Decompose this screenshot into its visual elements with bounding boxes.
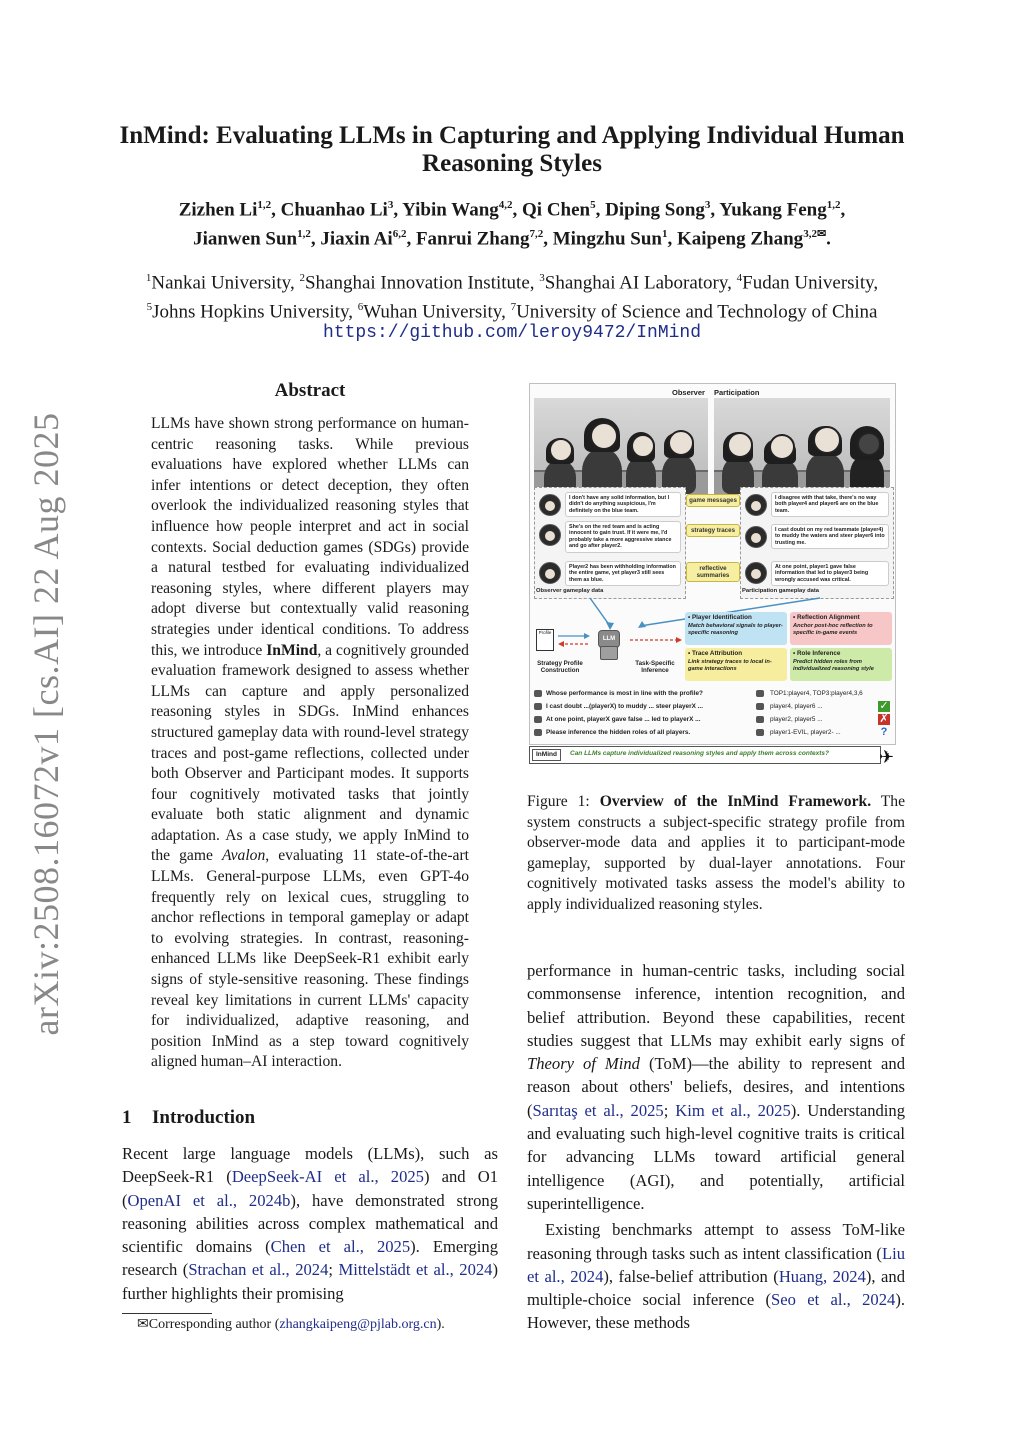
arrows-profile-llm — [556, 630, 592, 650]
author-name: Zizhen Li — [178, 199, 258, 221]
observer-label: Observer — [672, 388, 705, 397]
strategy-profile-label: Strategy Profile Construction — [537, 660, 583, 674]
chat-icon — [534, 690, 542, 697]
player-avatar — [539, 494, 561, 516]
affiliations: $^1$Nankai University, $^2$Shanghai Innovation Institute, $^3$Shanghai AI Laboratory, $^4$Fudan University, $^5$Johns Hopkins University, $^6$Wuhan University, $^7$University of Science and Technology of China — [145, 272, 879, 323]
author-name: Jianwen Sun — [193, 228, 298, 250]
figure-bottom-bar — [529, 746, 881, 764]
participation-scene-illustration — [714, 398, 890, 494]
citation-link[interactable]: Chen et al., 2025 — [270, 1237, 411, 1257]
player-avatar — [745, 494, 767, 516]
affil-sup: 4 — [736, 272, 743, 284]
affiliation-name: Shanghai Innovation Institute — [304, 272, 530, 294]
author-name: Mingzhu Sun — [552, 228, 662, 250]
task-reflection-alignment: • Reflection Alignment Anchor post-hoc reflection to specific in-game events — [790, 612, 892, 645]
question-row: At one point, playerX gave false ... led to playerX ... player2, player5 ... ✗ — [532, 714, 893, 725]
robot-icon — [756, 703, 764, 710]
task-trace-attribution: • Trace Attribution Link strategy traces to local in-game interactions — [685, 648, 787, 681]
author-affil-sup: 1,2 — [297, 228, 311, 241]
paragraph: Existing benchmarks attempt to assess ToM-like reasoning through tasks such as intent classification (Liu et al., 2024), false-belief attribution (Huang, 2024), and multiple-choice social inference (Seo et al., 2024). However, these methods — [527, 1220, 905, 1333]
figure-question: Can LLMs capture individualized reasoning styles and apply them across contexts? — [570, 750, 829, 757]
check-icon: ✓ — [879, 700, 889, 712]
participation-label: Participation — [714, 388, 760, 397]
message-bubble: I don't have any solid information, but I didn't do anything suspicious, I'm definitely on the blue team. — [565, 492, 681, 517]
message-bubble: Player2 has been withholding information the entire game, yet player3 still sees them as blue. — [565, 561, 681, 586]
affil-sup: 2 — [299, 272, 305, 284]
affiliation-name: Fudan University — [742, 272, 874, 294]
email-link[interactable]: zhangkaipeng@pjlab.org.cn — [279, 1317, 437, 1332]
citation-link[interactable]: Liu et al., 2024 — [527, 1243, 905, 1286]
section-number: 1 — [122, 1107, 132, 1128]
participation-messages-panel — [740, 487, 894, 599]
question-row: I cast doubt ...(playerX) to muddy ... steer playerX ... player4, player6 ... ✓ — [532, 701, 893, 712]
task-player-identification: • Player Identification Match behavioral signals to player-specific reasoning — [685, 612, 787, 645]
citation-link[interactable]: Mittelstädt et al., 2024 — [338, 1260, 493, 1280]
chat-icon — [534, 729, 542, 736]
author-name: Jiaxin Ai — [320, 228, 393, 250]
author-affil-sup: 6,2 — [392, 228, 407, 241]
author-affil-sup: 3,2✉ — [803, 228, 827, 241]
footnote-rule — [122, 1313, 212, 1314]
footnote: ✉Corresponding author (zhangkaipeng@pjlab.org.cn). — [137, 1317, 445, 1332]
task-role-inference: • Role Inference Predict hidden roles from individualized reasoning style — [790, 648, 892, 681]
robot-icon — [756, 690, 764, 697]
message-bubble: I cast doubt on my red teammate (player4) to muddy the waters and steer player6 into trusting me. — [771, 524, 889, 549]
chat-icon — [534, 703, 542, 710]
affil-sup: 6 — [357, 301, 364, 314]
arrow-llm-tasks — [628, 630, 684, 650]
robot-icon — [756, 729, 764, 736]
player-avatar — [745, 526, 767, 548]
section-heading-introduction — [122, 1107, 502, 1129]
affil-sup: 3 — [539, 272, 545, 284]
affiliation-name: Shanghai AI Laboratory — [544, 272, 728, 294]
tag-reflective-summaries: reflective summaries — [686, 562, 740, 582]
affil-sup: 7 — [510, 301, 517, 314]
author-affil-sup: 4,2 — [498, 199, 513, 211]
question-row: Please inference the hidden roles of all players. player1-EVIL, player2- ... ? — [532, 727, 893, 738]
author-list: Zizhen Li$^{1,2}$, Chuanhao Li$^3$, Yibin Wang$^{4,2}$, Qi Chen$^5$, Diping Song$^3$, Yukang Feng$^{1,2}$, Jianwen Sun$^{1,2}$, Jiaxin Ai$^{6,2}$, Fanrui Zhang$^{7,2}$, Mingzhu Sun$^1$, Kaipeng Zhang$^{3,2✉}$. — [178, 199, 846, 250]
right-column-body: performance in human-centric tasks, including social commonsense inference, intention recognition, and belief attribution. Beyond these capabilities, recent studies suggest that LLMs may exhibit early signs of Theory of Mind (ToM)—the ability to represent and reason about others' beliefs, desires, and intentions (Sarıtaş et al., 2025; Kim et al., 2025). Understanding and evaluating such high-level cognitive traits is critical for advancing LLMs toward artificial general intelligence (AGI), and potentially, artificial superintelligence. Existing benchmarks attempt to assess ToM-like reasoning through tasks such as intent classification (Liu et al., 2024), false-belief attribution (Huang, 2024), and multiple-choice social inference (Seo et al., 2024). However, these methods — [527, 959, 905, 1335]
affil-sup: 1 — [145, 272, 152, 284]
citation-link[interactable]: Kim et al., 2025 — [675, 1100, 791, 1120]
intro-paragraph: Recent large language models (LLMs), such as DeepSeek-R1 (DeepSeek-AI et al., 2025) and O1 (OpenAI et al., 2024b), have demonstrated strong reasoning abilities across complex mathematical and scientific domains (Chen et al., 2025). Emerging research (Strachan et al., 2024; Mittelstädt et al., 2024) further highlights their promising — [122, 1144, 498, 1303]
citation-link[interactable]: Strachan et al., 2024 — [188, 1260, 329, 1280]
author-affil-sup: 3 — [704, 199, 711, 211]
cross-icon: ✗ — [879, 713, 889, 725]
citation-link[interactable]: Sarıtaş et al., 2025 — [532, 1100, 664, 1120]
author-affil-sup: 1 — [662, 228, 668, 241]
author-name: Chuanhao Li — [280, 199, 388, 221]
citation-link[interactable]: DeepSeek-AI et al., 2025 — [231, 1167, 424, 1187]
author-affil-sup: 5 — [590, 199, 596, 211]
section-title: Introduction — [152, 1107, 256, 1128]
paper-title: InMind: Evaluating LLMs in Capturing and Applying Individual Human Reasoning Styles — [119, 122, 905, 177]
citation-link[interactable]: Huang, 2024 — [778, 1266, 866, 1286]
caption-label: Figure 1: — [527, 793, 590, 810]
affiliation-name: Nankai University — [151, 272, 290, 294]
author-affil-sup: 7,2 — [529, 228, 544, 241]
figure-caption — [527, 792, 905, 916]
player-avatar — [539, 524, 561, 546]
repo-link[interactable]: https://github.com/leroy9472/InMind — [322, 323, 702, 343]
chat-icon — [534, 716, 542, 723]
airplane-icon: ✈ — [879, 747, 895, 767]
figure-1 — [529, 383, 896, 779]
profile-doc-icon: Profile — [536, 629, 554, 651]
arxiv-stamp: arXiv:2508.16072v1 [cs.AI] 22 Aug 2025 — [26, 412, 66, 1036]
observer-messages-panel — [534, 487, 686, 599]
player-avatar — [745, 562, 767, 584]
author-name: Yibin Wang — [402, 199, 499, 221]
caption-text: The system constructs a subject-specific strategy profile from observer-mode data and applies it to participant-mode gameplay, supported by dual-layer annotations. Four cognitively motivated tasks assess the model's ability to apply individualized reasoning styles. — [527, 793, 905, 913]
author-name: Qi Chen — [522, 199, 591, 221]
message-bubble: She's on the red team and is acting innocent to gain trust. If it were me, I'd probably take a more aggressive stance and go after player2. — [565, 521, 681, 553]
citation-link[interactable]: OpenAI et al., 2024b — [127, 1190, 291, 1210]
llm-robot-icon: LLM — [590, 624, 626, 658]
author-name: Fanrui Zhang — [415, 228, 530, 250]
observer-footer: Observer gameplay data — [536, 588, 604, 594]
author-name: Diping Song — [605, 199, 705, 221]
question-row: Whose performance is most in line with the profile? TOP1:player4, TOP3:player4,3,6 — [532, 688, 893, 699]
robot-icon — [756, 716, 764, 723]
figure-frame — [529, 383, 896, 745]
author-affil-sup: 3 — [387, 199, 394, 211]
affiliation-name: University of Science and Technology of China — [516, 301, 878, 323]
affiliation-name: Wuhan University — [363, 301, 502, 323]
tag-game-messages: game messages — [686, 494, 740, 507]
author-affil-sup: 1,2 — [257, 199, 272, 211]
author-name: Kaipeng Zhang — [677, 228, 804, 250]
player-avatar — [539, 562, 561, 584]
abstract-heading: Abstract — [274, 380, 346, 401]
participation-footer: Participation gameplay data — [742, 588, 819, 594]
task-specific-label: Task-Specific Inference — [635, 660, 675, 674]
observer-scene-illustration — [534, 398, 708, 494]
caption-title: Overview of the InMind Framework. — [599, 793, 872, 810]
affil-sup: 5 — [146, 301, 153, 314]
inmind-tag: InMind — [532, 749, 561, 761]
tag-strategy-traces: strategy traces — [686, 524, 740, 537]
message-bubble: I disagree with that take, there's no way both player4 and player6 are on the blue team. — [771, 492, 889, 517]
author-name: Yukang Feng — [719, 199, 827, 221]
affiliation-name: Johns Hopkins University — [152, 301, 349, 323]
author-affil-sup: 1,2 — [826, 199, 841, 211]
message-bubble: At one point, player1 gave false information that led to player3 being wrongly accused was critical. — [771, 561, 889, 586]
abstract-body: LLMs have shown strong performance on human-centric reasoning tasks. While previous evaluations have explored whether LLMs can infer intentions or detect deception, they often overlook the individualized reasoning styles that influence how people interpret and act in social contexts. Social deduction games (SDGs) provide a natural testbed for evaluating individualized reasoning styles, where different players may adopt diverse but contextually valid reasoning strategies under identical conditions. To address this, we introduce InMind, a cognitively grounded evaluation framework designed to assess whether LLMs can capture and apply personalized reasoning styles in SDGs. InMind enhances structured gameplay data with round-level strategy traces and post-game reflections, collected under both Observer and Participant modes. It supports four cognitively motivated tasks that jointly evaluate both static alignment and dynamic adaptation. As a case study, we apply InMind to the game Avalon, evaluating 11 state-of-the-art LLMs. General-purpose LLMs, even GPT-4o frequently rely on lexical cues, struggling to anchor reflections in temporal gameplay or adapt to evolving strategies. In contrast, reasoning-enhanced LLMs like DeepSeek-R1 exhibit early signs of style-sensitive reasoning. These findings reveal key limitations in current LLMs' capacity for individualized, adaptive reasoning, and position InMind as a step toward cognitively aligned human–AI interaction. — [151, 415, 469, 1071]
citation-link[interactable]: Seo et al., 2024 — [771, 1290, 896, 1310]
question-icon: ? — [880, 726, 888, 738]
